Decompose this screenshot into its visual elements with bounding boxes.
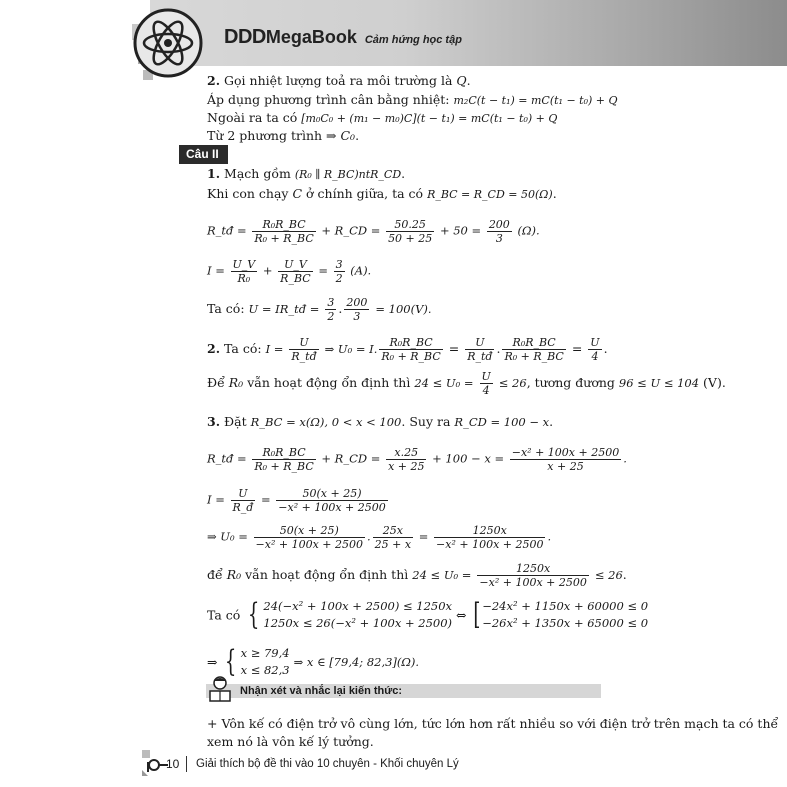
- q3-c-var: R₀: [226, 567, 242, 582]
- left-brace-icon: {: [225, 644, 237, 679]
- student-reading-icon: [206, 675, 234, 703]
- q3-i-eq: =: [260, 492, 271, 507]
- q1-i-eq: =: [318, 263, 328, 278]
- frac-den: 3: [495, 232, 503, 245]
- sys2-b: −26x² + 1350x + 65000 ≤ 0: [482, 616, 649, 630]
- q3-cond: để R₀ vẫn hoạt động ổn định thì 24 ≤ U₀ = $\frac{1250x}{\text{−x² + 100x + 2500}}$ ≤ 26.: [207, 562, 627, 589]
- frac: [278, 258, 313, 285]
- frac-num: R₀R_BC: [379, 336, 442, 350]
- frac-den: R_BC: [280, 272, 311, 285]
- q1-l2-a: Khi con chạy: [207, 186, 289, 201]
- q3-sys-text: Ta có: [207, 607, 241, 623]
- q3-c-b: vẫn hoạt động ổn định thì: [245, 567, 409, 582]
- q2-mid1: ⇒ U₀ = I.: [324, 342, 378, 356]
- frac: [373, 524, 413, 551]
- frac-num: U: [289, 336, 318, 350]
- frac-den: R₀ + R_BC: [381, 350, 441, 363]
- frac-num: 25x: [373, 524, 413, 538]
- frac: [252, 218, 315, 245]
- footer-divider: [186, 756, 187, 772]
- sys1-b: 1250x ≤ 26(−x² + 100x + 2500): [263, 616, 453, 630]
- frac-den: −x² + 100x + 2500: [479, 576, 587, 589]
- q1-i-lhs: I =: [207, 263, 225, 278]
- frac-num: U_V: [278, 258, 313, 272]
- q1-u-text: Ta có:: [207, 301, 245, 316]
- frac-den: −x² + 100x + 2500: [436, 538, 544, 551]
- frac: [254, 524, 365, 551]
- frac: [231, 487, 256, 514]
- frac-den: x + 25: [547, 460, 584, 473]
- p1-line4: Từ 2 phương trình ⇒ C₀.: [207, 128, 360, 143]
- q3-l1-eq: R_BC = x(Ω), 0 < x < 100: [250, 415, 402, 429]
- frac-den: −x² + 100x + 2500: [255, 538, 363, 551]
- left-brace-icon: {: [248, 597, 260, 632]
- frac-num: x.25: [386, 446, 426, 460]
- q3-res-post: ⇒ x ∈ [79,4; 82,3](Ω).: [293, 655, 420, 669]
- frac-num: 3: [327, 296, 335, 309]
- q3-u-lhs: ⇒ U₀ =: [207, 529, 248, 544]
- q3-result: [207, 645, 419, 679]
- q3-system: [207, 598, 648, 632]
- frac: [480, 370, 493, 397]
- frac: [325, 296, 336, 323]
- frac-den: R_tđ: [467, 350, 493, 363]
- frac: [386, 218, 434, 245]
- q2-text: Ta có:: [224, 341, 262, 356]
- frac-num: R₀R_BC: [252, 218, 315, 232]
- q1-line2: Khi con chạy C ở chính giữa, ta có R_BC = R_CD = 50(Ω).: [207, 186, 557, 201]
- frac-den: 2: [335, 272, 343, 285]
- brand-logo-icon: DDD: [224, 26, 266, 48]
- p1-line1: 2. Gọi nhiệt lượng toả ra môi trường là Q.: [207, 73, 471, 88]
- q3-u-eq: =: [418, 529, 429, 544]
- frac-num: U: [590, 336, 600, 349]
- q2-l2-c: , tương đương: [526, 375, 615, 390]
- sys1-a: 24(−x² + 100x + 2500) ≤ 1250x: [263, 599, 453, 613]
- brand-name: MegaBook: [265, 27, 357, 47]
- note-title: Nhận xét và nhắc lại kiến thức:: [240, 685, 403, 697]
- p1-line3: [207, 110, 557, 125]
- frac-den: R₀ + R_BC: [504, 350, 564, 363]
- q2-dot: .: [496, 341, 501, 356]
- frac: [487, 218, 512, 245]
- q3-i-lhs: I =: [207, 492, 225, 507]
- frac-num: −x² + 100x + 2500: [511, 446, 620, 459]
- q2-l2-a: Để: [207, 375, 225, 390]
- res-b: x ≤ 82,3: [240, 663, 290, 677]
- q2-line1: [207, 336, 608, 363]
- q2-l2-var: R₀: [228, 375, 244, 390]
- frac-den: R₀: [237, 272, 251, 285]
- q1-rtd-mid: + R_CD =: [321, 223, 381, 238]
- frac: [334, 258, 345, 285]
- q1-rtd-unit: (Ω).: [517, 223, 540, 238]
- frac: [231, 258, 258, 285]
- q1-u-res: = 100(V).: [375, 302, 432, 316]
- q2-l2-eq-c: 96 ≤ U ≤ 104: [618, 376, 700, 390]
- frac-den: −x² + 100x + 2500: [278, 501, 386, 514]
- q2-l2-eq-a: 24 ≤ U₀ =: [414, 376, 474, 390]
- note-line2: xem nó là vôn kế lý tưởng.: [207, 734, 374, 749]
- page-number: 10: [166, 757, 180, 771]
- q1-i-unit: (A).: [350, 263, 372, 278]
- q3-rtd: R_tđ = $\frac{\text{R₀R\_BC}}{\text{R₀ + R\_BC}}$ + R_CD = $\frac{x.25}{x + 25}$ + 100 − x = $\frac{\text{−x² + 100x + 2500}}{x + 25}$ .: [207, 446, 627, 473]
- frac-num: 50(x + 25): [276, 487, 387, 501]
- frac-num: 50.25: [386, 218, 434, 232]
- brand-tagline: Cảm hứng học tập: [364, 34, 462, 46]
- frac: [588, 336, 601, 363]
- q3-i: [207, 487, 390, 514]
- q1-line1: 1. Mạch gồm (R₀ ∥ R_BC)ntR_CD.: [207, 166, 406, 181]
- brand: [224, 26, 462, 49]
- frac: [344, 296, 369, 323]
- result-system: [241, 645, 290, 679]
- q3-l1-eq2: R_CD = 100 − x: [454, 415, 550, 429]
- p1-num: 2.: [207, 73, 221, 88]
- frac: [252, 446, 315, 473]
- frac-num: 1250x: [434, 524, 545, 538]
- p1-l3-eq: [m₀C₀ + (m₁ − m₀)C](t − t₁) = mC(t₁ − t₀) + Q: [301, 112, 558, 125]
- q1-u-lhs: U = IR_tđ =: [248, 302, 320, 316]
- q1-rtd: [207, 218, 540, 245]
- q2-end: .: [603, 341, 608, 356]
- frac-den: R₀ + R_BC: [254, 232, 314, 245]
- p1-l3-text: Ngoài ra ta có: [207, 110, 298, 125]
- p1-l4-text: Từ 2 phương trình ⇒: [207, 128, 337, 143]
- system-right: [482, 598, 648, 632]
- q1-num: 1.: [207, 166, 221, 181]
- frac-den: x + 25: [388, 460, 425, 473]
- frac: [465, 336, 494, 363]
- system-left: [263, 598, 452, 632]
- frac-den: 4: [591, 350, 599, 363]
- p1-var: Q: [456, 73, 467, 88]
- footer-title: Giải thích bộ đề thi vào 10 chuyên - Khối chuyên Lý: [196, 758, 459, 770]
- q1-i: [207, 258, 371, 285]
- frac: [502, 336, 565, 363]
- section-label: Câu II: [179, 145, 228, 164]
- frac-den: R_đ: [232, 501, 254, 514]
- q3-line1: 3. Đặt R_BC = x(Ω), 0 < x < 100. Suy ra R_CD = 100 − x.: [207, 414, 554, 429]
- frac: [379, 336, 442, 363]
- q1-l2-eq: R_BC = R_CD = 50(Ω): [427, 188, 553, 201]
- q2-eq1: =: [448, 341, 460, 356]
- q3-c-a: để: [207, 567, 223, 582]
- q3-u: ⇒ U₀ = $\frac{50(x + 25)}{\text{−x² + 100x + 2500}}$ . $\frac{25x}{25 + x}$ = $\frac{1250x}{\text{−x² + 100x + 2500}}$ .: [207, 524, 552, 551]
- frac: [510, 446, 621, 473]
- frac-den: R₀ + R_BC: [254, 460, 314, 473]
- left-bracket-icon: [: [472, 597, 480, 632]
- p1-l2-text: Áp dụng phương trình cân bằng nhiệt:: [207, 92, 450, 107]
- q1-l1-eq: (R₀ ∥ R_BC)ntR_CD: [294, 168, 402, 181]
- q1-l2-var: C: [292, 186, 303, 201]
- frac-num: U: [231, 487, 256, 501]
- frac-den: 3: [353, 310, 361, 323]
- q1-i-plus: +: [262, 263, 273, 278]
- q3-rtd-mid: + R_CD =: [321, 451, 381, 466]
- frac-num: U_V: [232, 258, 256, 271]
- frac: [289, 336, 318, 363]
- q3-res-pre: ⇒: [207, 654, 218, 670]
- q3-l1-a: Đặt: [224, 414, 247, 429]
- frac-den: 2: [327, 310, 335, 323]
- q3-c-eq-a: 24 ≤ U₀ =: [412, 568, 472, 582]
- frac-num: R₀R_BC: [252, 446, 315, 460]
- q3-sys-arrow: ⇔: [456, 607, 467, 623]
- q2-l2-unit: (V).: [703, 375, 726, 390]
- q1-u: [207, 296, 432, 323]
- frac: [276, 487, 387, 514]
- frac-num: 1250x: [477, 562, 588, 576]
- frac-den: R_tđ: [291, 350, 317, 363]
- q1-l2-b: ở chính giữa, ta có: [306, 186, 424, 201]
- q2-eq2: =: [571, 341, 583, 356]
- res-a: x ≥ 79,4: [240, 646, 290, 660]
- sys2-a: −24x² + 1150x + 60000 ≤ 0: [482, 599, 649, 613]
- q1-l1-text: Mạch gồm: [224, 166, 291, 181]
- q3-rtd-mid2: + 100 − x =: [432, 451, 505, 466]
- p1-l2-eq: m₂C(t − t₁) = mC(t₁ − t₀) + Q: [453, 94, 618, 107]
- q1-u-dot: .: [338, 301, 343, 316]
- frac-num: R₀R_BC: [502, 336, 565, 350]
- frac-num: U: [481, 370, 491, 383]
- q3-u-dot: .: [367, 529, 371, 544]
- frac: [477, 562, 588, 589]
- p1-l4-var: C₀: [340, 128, 356, 143]
- q3-l1-b: . Suy ra: [401, 414, 451, 429]
- frac-den: 25 + x: [374, 538, 412, 551]
- q2-num: 2.: [207, 341, 221, 356]
- p1-text: Gọi nhiệt lượng toả ra môi trường là: [224, 73, 453, 88]
- frac: [386, 446, 426, 473]
- note-line1: + Vôn kế có điện trở vô cùng lớn, tức lớn hơn rất nhiều so với điện trở trên mạch ta có thể: [207, 716, 779, 731]
- q2-line2: [207, 370, 726, 397]
- frac-den: 50 + 25: [388, 232, 433, 245]
- q2-lhs: I =: [265, 342, 284, 356]
- q1-rtd-mid2: + 50 =: [439, 223, 482, 238]
- q3-num: 3.: [207, 414, 221, 429]
- atom-logo-icon: [133, 8, 203, 78]
- q2-l2-b: vẫn hoạt động ổn định thì: [247, 375, 411, 390]
- p1-line2: [207, 92, 618, 107]
- q3-c-eq-b: ≤ 26: [594, 568, 623, 582]
- frac-den: 4: [482, 384, 490, 397]
- frac-num: 3: [335, 258, 343, 271]
- frac-num: U: [465, 336, 494, 350]
- frac-num: 200: [346, 296, 368, 309]
- frac: [434, 524, 545, 551]
- q1-rtd-lhs: R_tđ =: [207, 223, 247, 238]
- q3-rtd-lhs: R_tđ =: [207, 451, 247, 466]
- frac-num: 200: [488, 218, 510, 231]
- frac-num: 50(x + 25): [254, 524, 365, 538]
- q2-l2-eq-b: ≤ 26: [498, 376, 527, 390]
